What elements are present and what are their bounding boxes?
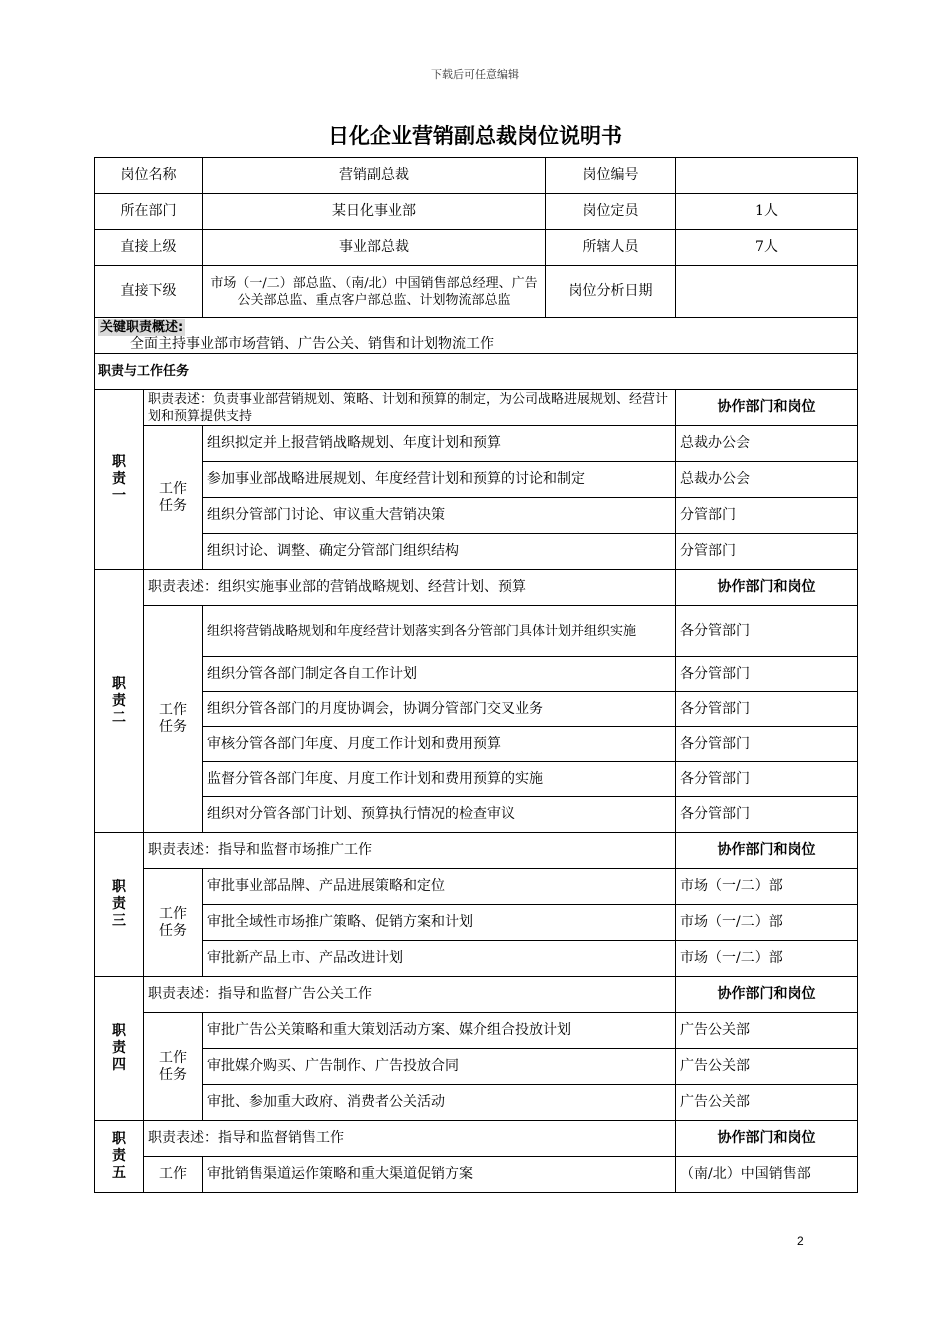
info-label: 岗位名称 — [95, 158, 203, 194]
task-dept: 总裁办公会 — [676, 426, 858, 462]
task-text: 审批事业部品牌、产品进展策略和定位 — [203, 869, 676, 905]
duty-label: 职 责 三 — [95, 833, 144, 977]
task-dept: 各分管部门 — [676, 692, 858, 727]
task-text: 组织分管各部门制定各自工作计划 — [203, 657, 676, 692]
info-label: 所辖人员 — [546, 230, 676, 266]
task-dept: 总裁办公会 — [676, 462, 858, 498]
duty-desc-row — [95, 977, 858, 1013]
task-text: 审批媒介购买、广告制作、广告投放合同 — [203, 1049, 676, 1085]
task-row — [95, 606, 858, 657]
task-row — [95, 1085, 858, 1121]
duties-heading: 职责与工作任务 — [95, 354, 858, 390]
task-row — [95, 727, 858, 762]
task-row — [95, 869, 858, 905]
document-title: 日化企业营销副总裁岗位说明书 — [328, 124, 622, 148]
info-value: 市场（一/二）部总监、（南/北）中国销售部总经理、广告公关部总监、重点客户部总监、计划物流部总监 — [203, 266, 546, 318]
info-label: 岗位分析日期 — [546, 266, 676, 318]
task-text: 组织分管各部门的月度协调会，协调分管部门交叉业务 — [203, 692, 676, 727]
task-row — [95, 762, 858, 797]
task-dept: 各分管部门 — [676, 727, 858, 762]
info-value: 营销副总裁 — [203, 158, 546, 194]
task-dept: 市场（一/二）部 — [676, 905, 858, 941]
collab-header: 协作部门和岗位 — [676, 570, 858, 606]
duty-desc-row — [95, 390, 858, 426]
info-label: 所在部门 — [95, 194, 203, 230]
task-text: 审批全域性市场推广策略、促销方案和计划 — [203, 905, 676, 941]
task-text: 审批新产品上市、产品改进计划 — [203, 941, 676, 977]
info-label: 直接上级 — [95, 230, 203, 266]
task-text: 参加事业部战略进展规划、年度经营计划和预算的讨论和制定 — [203, 462, 676, 498]
info-value — [676, 266, 858, 318]
task-label: 工作 — [144, 1157, 203, 1193]
task-label: 工作 任务 — [144, 426, 203, 570]
task-dept: 市场（一/二）部 — [676, 869, 858, 905]
task-row — [95, 426, 858, 462]
summary-heading: 关键职责概述: — [100, 319, 184, 335]
info-value — [676, 158, 858, 194]
duty-description: 职责表述：指导和监督市场推广工作 — [144, 833, 676, 869]
task-row — [95, 905, 858, 941]
task-dept: （南/北）中国销售部 — [676, 1157, 858, 1193]
duty-label: 职 责 一 — [95, 390, 144, 570]
info-row — [95, 194, 858, 230]
task-label: 工作 任务 — [144, 1013, 203, 1121]
task-label: 工作 任务 — [144, 606, 203, 833]
info-label: 直接下级 — [95, 266, 203, 318]
task-text: 组织对分管各部门计划、预算执行情况的检查审议 — [203, 797, 676, 833]
duty-desc-row — [95, 833, 858, 869]
collab-header: 协作部门和岗位 — [676, 1121, 858, 1157]
task-text: 审批广告公关策略和重大策划活动方案、媒介组合投放计划 — [203, 1013, 676, 1049]
duty-desc-row — [95, 1121, 858, 1157]
task-dept: 分管部门 — [676, 534, 858, 570]
header-note: 下载后可任意编辑 — [431, 68, 519, 81]
task-dept: 广告公关部 — [676, 1049, 858, 1085]
task-dept: 广告公关部 — [676, 1085, 858, 1121]
summary-text: 全面主持事业部市场营销、广告公关、销售和计划物流工作 — [130, 335, 494, 352]
info-label: 岗位编号 — [546, 158, 676, 194]
task-row — [95, 462, 858, 498]
task-dept: 各分管部门 — [676, 797, 858, 833]
collab-header: 协作部门和岗位 — [676, 390, 858, 426]
task-row — [95, 498, 858, 534]
task-text: 监督分管各部门年度、月度工作计划和费用预算的实施 — [203, 762, 676, 797]
task-row — [95, 657, 858, 692]
task-dept: 广告公关部 — [676, 1013, 858, 1049]
task-text: 审批、参加重大政府、消费者公关活动 — [203, 1085, 676, 1121]
task-dept: 分管部门 — [676, 498, 858, 534]
duty-desc-row — [95, 570, 858, 606]
task-row — [95, 692, 858, 727]
task-row — [95, 534, 858, 570]
info-label: 岗位定员 — [546, 194, 676, 230]
info-row — [95, 266, 858, 318]
task-label: 工作 任务 — [144, 869, 203, 977]
duty-label: 职 责 二 — [95, 570, 144, 833]
info-value: 某日化事业部 — [203, 194, 546, 230]
job-description-table — [94, 157, 858, 1193]
info-value: 7人 — [676, 230, 858, 266]
duties-heading-row — [95, 354, 858, 390]
task-row — [95, 1157, 858, 1193]
info-row — [95, 158, 858, 194]
task-row — [95, 1049, 858, 1085]
task-text: 组织分管部门讨论、审议重大营销决策 — [203, 498, 676, 534]
task-text: 审核分管各部门年度、月度工作计划和费用预算 — [203, 727, 676, 762]
duty-description: 职责表述：指导和监督广告公关工作 — [144, 977, 676, 1013]
task-dept: 市场（一/二）部 — [676, 941, 858, 977]
task-dept: 各分管部门 — [676, 657, 858, 692]
task-text: 组织讨论、调整、确定分管部门组织结构 — [203, 534, 676, 570]
info-row — [95, 230, 858, 266]
task-text: 组织将营销战略规划和年度经营计划落实到各分管部门具体计划并组织实施 — [203, 606, 676, 657]
duty-description: 职责表述：负责事业部营销规划、策略、计划和预算的制定，为公司战略进展规划、经营计划和预算提供支持 — [144, 390, 676, 426]
duty-description: 职责表述：指导和监督销售工作 — [144, 1121, 676, 1157]
page-number: 2 — [797, 1234, 804, 1248]
duty-label: 职 责 四 — [95, 977, 144, 1121]
task-text: 组织拟定并上报营销战略规划、年度计划和预算 — [203, 426, 676, 462]
task-dept: 各分管部门 — [676, 606, 858, 657]
task-row — [95, 797, 858, 833]
duty-label: 职 责 五 — [95, 1121, 144, 1193]
task-text: 审批销售渠道运作策略和重大渠道促销方案 — [203, 1157, 676, 1193]
info-value: 1人 — [676, 194, 858, 230]
collab-header: 协作部门和岗位 — [676, 977, 858, 1013]
duty-description: 职责表述：组织实施事业部的营销战略规划、经营计划、预算 — [144, 570, 676, 606]
collab-header: 协作部门和岗位 — [676, 833, 858, 869]
task-dept: 各分管部门 — [676, 762, 858, 797]
info-value: 事业部总裁 — [203, 230, 546, 266]
task-row — [95, 1013, 858, 1049]
task-row — [95, 941, 858, 977]
summary-row — [95, 318, 858, 354]
